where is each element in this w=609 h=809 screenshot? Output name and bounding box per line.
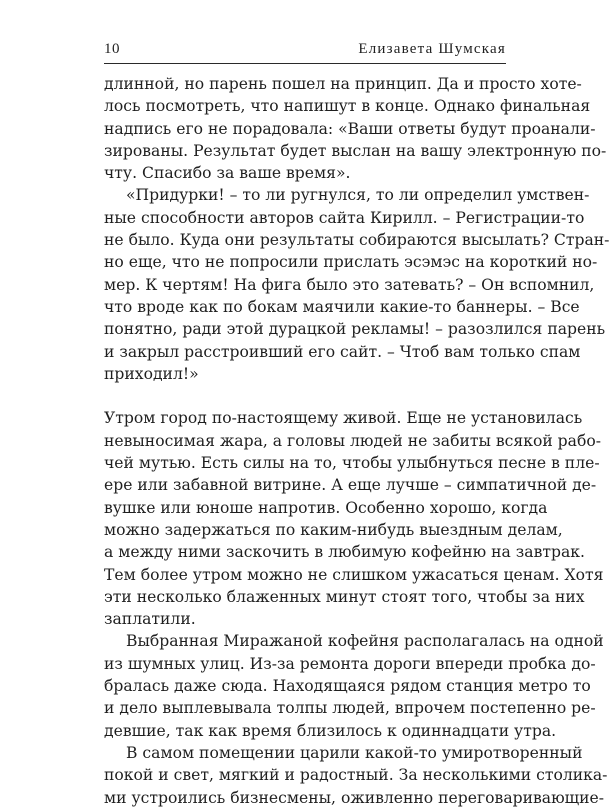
text-line: девшие, так как время близилось к одиннадцати утра. <box>104 721 557 740</box>
text-line: а между ними заскочить в любимую кофейню на завтрак. <box>104 543 585 562</box>
text-line: приходил!» <box>104 364 199 383</box>
page-number: 10 <box>104 41 120 57</box>
paragraph-5 <box>104 742 608 809</box>
text-line: покой и свет, мягкий и радостный. За несколькими столика- <box>104 766 608 785</box>
text-line: и дело выплевывала толпы людей, впрочем постепенно ре- <box>104 699 596 718</box>
paragraph-4 <box>104 630 604 741</box>
text-line: лось посмотреть, что напишут в конце. Однако финальная <box>104 97 591 116</box>
text-line: заплатили. <box>104 610 196 629</box>
text-line: Утром город по-настоящему живой. Еще не установилась <box>104 409 583 428</box>
paragraph-2 <box>104 184 609 385</box>
paragraph-1 <box>104 73 607 184</box>
text-line: ере или забавной витрине. А еще лучше – симпатичной де- <box>104 476 597 495</box>
text-line: вушке или юноше напротив. Особенно хорошо, когда <box>104 498 548 517</box>
paragraph-3 <box>104 407 604 630</box>
text-line: из шумных улиц. Из-за ремонта дороги впереди пробка до- <box>104 654 596 673</box>
page-header <box>104 39 506 64</box>
text-line: Тем более утром можно не слишком ужасаться ценам. Хотя <box>104 565 604 584</box>
text-line: бралась даже сюда. Находящаяся рядом станция метро то <box>104 677 591 696</box>
text-line: невыносимая жара, а головы людей не забиты всякой рабо- <box>104 431 602 450</box>
text-line: не было. Куда они результаты собираются высылать? Стран- <box>104 231 609 250</box>
text-line: ми устроились бизнесмены, оживленно переговаривающие- <box>104 788 605 807</box>
text-line: понятно, ради этой дурацкой рекламы! – разозлился парень <box>104 320 606 339</box>
text-line: эти несколько блаженных минут стоят того, чтобы за них <box>104 587 585 606</box>
text-line: но еще, что не попросили прислать эсэмэс на короткий но- <box>104 253 598 272</box>
text-line: чту. Спасибо за ваше время». <box>104 164 351 183</box>
text-line: зированы. Результат будет выслан на вашу электронную по- <box>104 141 607 160</box>
text-line: что вроде как по бокам маячили какие-то баннеры. – Все <box>104 297 580 316</box>
text-line: чей мутью. Есть силы на то, чтобы улыбнуться песне в пле- <box>104 454 600 473</box>
author-running-head: Елизавета Шумская <box>358 41 506 57</box>
text-line: В самом помещении царили какой-то умиротворенный <box>126 743 583 762</box>
text-line: мер. К чертям! На фига было это затевать? – Он вспомнил, <box>104 275 595 294</box>
text-line: надпись его не порадовала: «Ваши ответы будут проанали- <box>104 119 596 138</box>
text-line: длинной, но парень пошел на принцип. Да и просто хоте- <box>104 75 582 93</box>
body-text <box>104 73 609 809</box>
section-break <box>104 385 506 407</box>
text-line: можно задержаться по каким-нибудь выездным делам, <box>104 520 563 539</box>
text-line: «Придурки! – то ли ругнулся, то ли определил умствен- <box>126 186 590 205</box>
text-line: Выбранная Миражаной кофейня располагалась на одной <box>126 632 604 651</box>
text-line: ные способности авторов сайта Кирилл. – Регистрации-то <box>104 208 585 227</box>
text-line: и закрыл расстроивший его сайт. – Чтоб вам только спам <box>104 342 581 361</box>
